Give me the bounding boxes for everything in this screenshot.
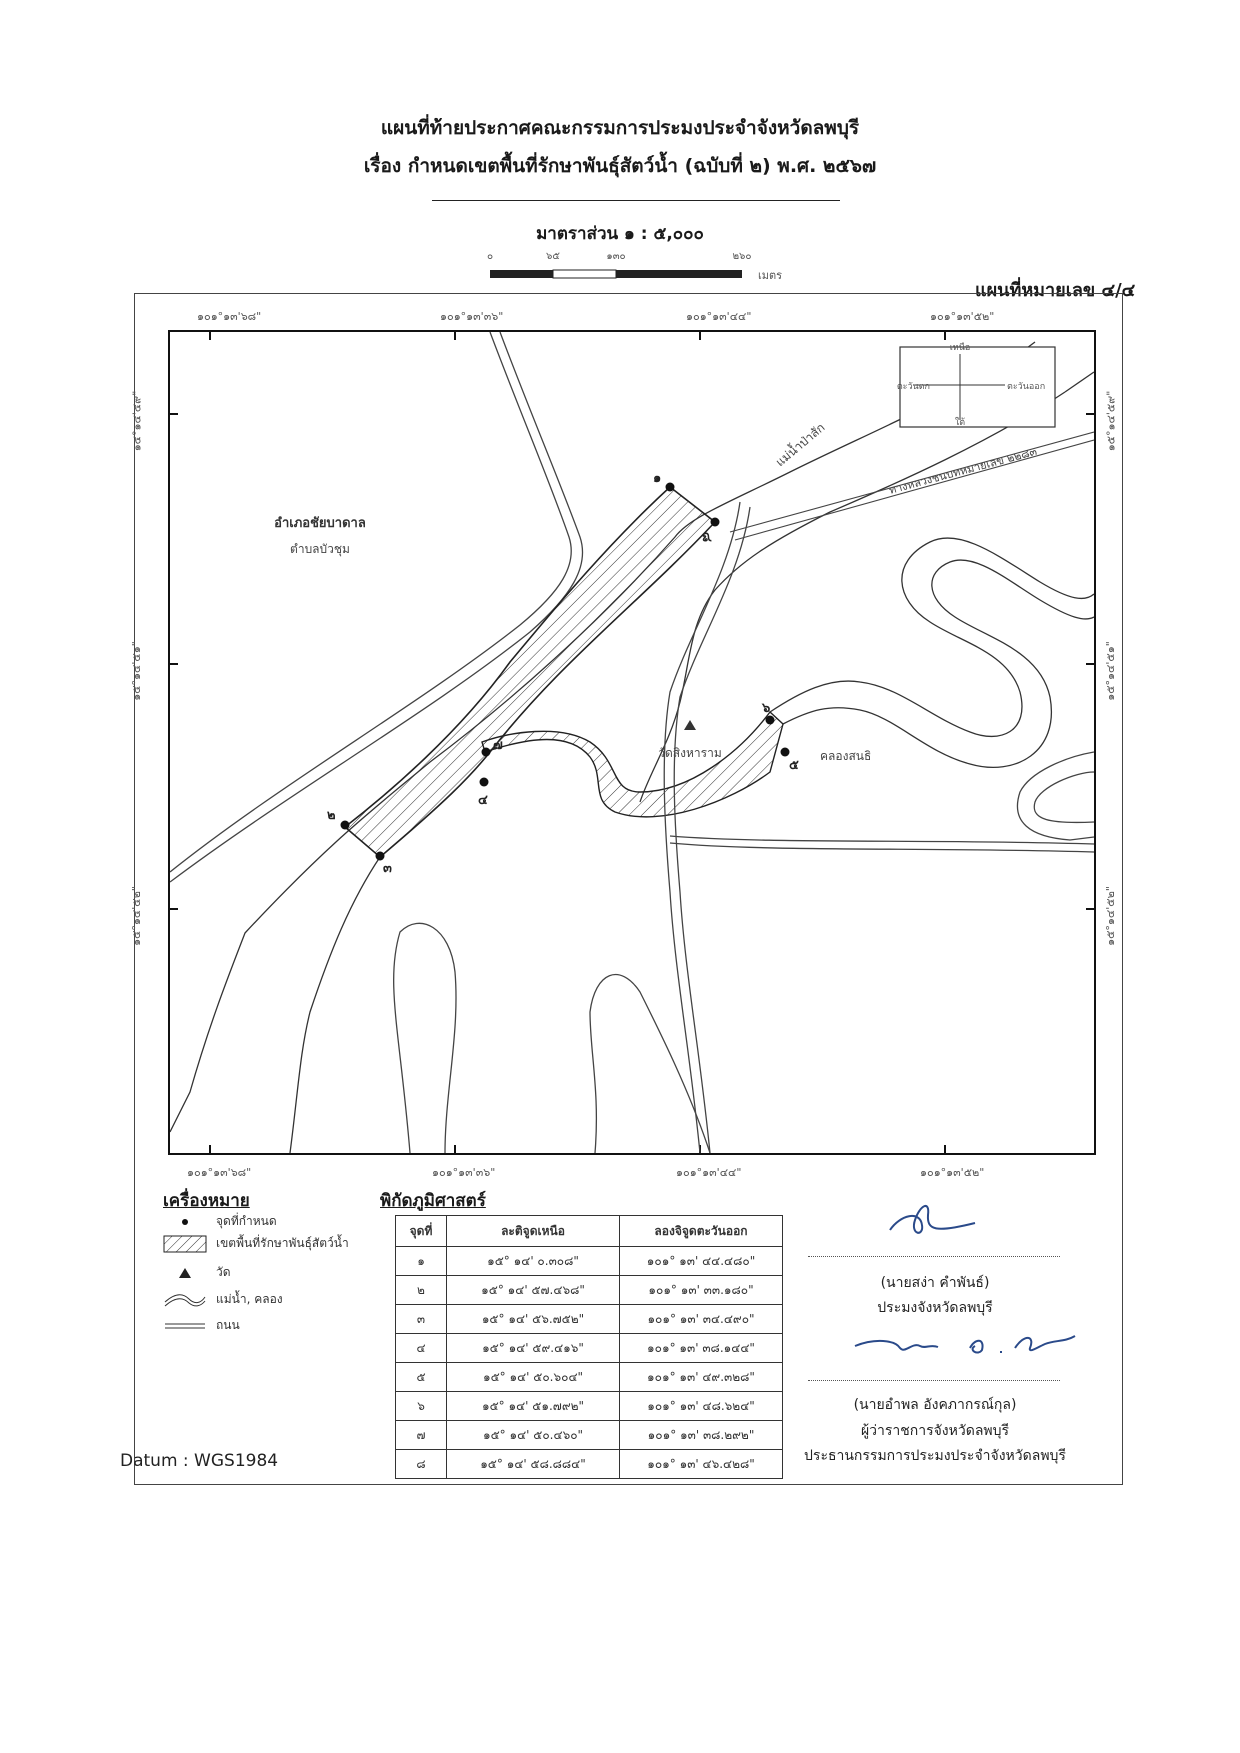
doc-title-line1: แผนที่ท้ายประกาศคณะกรรมการประมงประจำจังหวัดลพบุรี — [380, 117, 860, 139]
table-row — [396, 1305, 783, 1334]
top-tick-4: ๑๐๑°๑๓'๕๒" — [930, 310, 995, 323]
point-label-4: ๔ — [478, 793, 488, 808]
right-tick-3: ๑๕°๑๔'๕๒" — [1103, 886, 1117, 946]
map-canvas — [170, 332, 1094, 1153]
right-tick-1: ๑๕°๑๔'๕๙" — [1104, 390, 1118, 452]
legend-label: จุดที่กำหนด — [216, 1214, 277, 1228]
person2-title1: ผู้ว่าราชการจังหวัดลพบุรี — [860, 1423, 1010, 1439]
point-6 — [766, 716, 775, 725]
point-label-2: ๒ — [327, 808, 336, 823]
table-row — [396, 1334, 783, 1363]
cell-lat: ๑๕° ๑๔' ๕๐.๖๐๔" — [447, 1363, 620, 1392]
doc-title-line2: เรื่อง กำหนดเขตพื้นที่รักษาพันธุ์สัตว์น้ำ (ฉบับที่ ๒) พ.ศ. ๒๕๖๗ — [363, 155, 877, 177]
cell-lat: ๑๕° ๑๔' ๐.๓๐๘" — [447, 1247, 620, 1276]
coord-table — [395, 1215, 783, 1479]
cell-point: ๘ — [396, 1450, 447, 1479]
cell-point: ๑ — [396, 1247, 447, 1276]
left-tick-1: ๑๕°๑๔'๕๙" — [130, 390, 144, 452]
district-label: อำเภอชัยบาดาล — [274, 516, 366, 531]
right-tick-2: ๑๕°๑๔'๕๑" — [1103, 641, 1117, 701]
legend-label: วัด — [216, 1265, 231, 1279]
cell-lon: ๑๐๑° ๑๓' ๓๘.๒๙๒" — [620, 1421, 783, 1450]
temple-label: วัดสิงหาราม — [658, 746, 722, 760]
person2-title2: ประธานกรรมการประมงประจำจังหวัดลพบุรี — [804, 1448, 1066, 1464]
point-label-6: ๖ — [762, 701, 771, 716]
signature-1 — [880, 1195, 980, 1245]
cell-point: ๔ — [396, 1334, 447, 1363]
compass-rose — [897, 342, 1055, 428]
top-tick-2: ๑๐๑°๑๓'๓๖" — [440, 310, 504, 323]
map-scale: มาตราส่วน ๑ : ๕,๐๐๐ — [536, 224, 704, 244]
cell-lon: ๑๐๑° ๑๓' ๔๖.๔๒๘" — [620, 1450, 783, 1479]
point-symbol-icon — [160, 1217, 210, 1227]
person2-name: (นายอำพล อังคภากรณ์กุล) — [853, 1397, 1017, 1413]
scalebar-tick-0: ๐ — [486, 251, 494, 262]
scalebar-tick-2: ๑๓๐ — [606, 251, 626, 262]
hatch-symbol-icon — [160, 1235, 210, 1253]
cell-lat: ๑๕° ๑๔' ๕๗.๔๖๘" — [447, 1276, 620, 1305]
point-label-3: ๓ — [383, 861, 392, 876]
temple-icon — [684, 720, 696, 730]
table-header-row — [396, 1216, 783, 1247]
cell-lat: ๑๕° ๑๔' ๕๖.๗๕๒" — [447, 1305, 620, 1334]
col-point: จุดที่ — [396, 1216, 447, 1247]
bottom-tick-1: ๑๐๑°๑๓'๖๘" — [187, 1166, 252, 1179]
signature-line-1 — [808, 1256, 1060, 1257]
datum-label: Datum : WGS1984 — [120, 1451, 279, 1471]
scalebar-tick-3: ๒๖๐ — [732, 251, 752, 262]
bottom-tick-2: ๑๐๑°๑๓'๓๖" — [432, 1166, 496, 1179]
left-tick-2: ๑๕°๑๔'๕๑" — [129, 641, 143, 701]
point-label-7: ๗ — [493, 738, 503, 753]
signature-line-2 — [808, 1380, 1060, 1381]
compass-east: ตะวันออก — [1007, 382, 1046, 392]
point-label-8: ๘ — [699, 532, 714, 543]
point-4 — [480, 778, 489, 787]
bottom-tick-4: ๑๐๑°๑๓'๕๒" — [920, 1166, 985, 1179]
legend-item-river — [160, 1290, 283, 1309]
person1-title: ประมงจังหวัดลพบุรี — [877, 1300, 993, 1316]
legend-item-zone — [160, 1234, 349, 1253]
legend-item-point — [160, 1212, 277, 1231]
map-panel — [168, 330, 1096, 1155]
col-lon: ลองจิจูดตะวันออก — [620, 1216, 783, 1247]
table-row — [396, 1392, 783, 1421]
cell-lat: ๑๕° ๑๔' ๕๑.๗๙๒" — [447, 1392, 620, 1421]
legend-label: เขตพื้นที่รักษาพันธุ์สัตว์น้ำ — [216, 1236, 349, 1250]
compass-south: ใต้ — [954, 418, 966, 428]
col-lat: ละติจูดเหนือ — [447, 1216, 620, 1247]
cell-lon: ๑๐๑° ๑๓' ๓๔.๔๙๐" — [620, 1305, 783, 1334]
legend-item-temple — [160, 1263, 231, 1282]
temple-symbol-icon — [160, 1267, 210, 1279]
cell-point: ๕ — [396, 1363, 447, 1392]
table-row — [396, 1247, 783, 1276]
point-1 — [666, 483, 675, 492]
table-row — [396, 1276, 783, 1305]
scalebar-tick-1: ๖๕ — [546, 251, 560, 262]
table-row — [396, 1421, 783, 1450]
cell-point: ๒ — [396, 1276, 447, 1305]
protected-zone-canal — [482, 712, 783, 817]
top-tick-3: ๑๐๑°๑๓'๔๔" — [686, 310, 752, 323]
scalebar-unit: เมตร — [758, 269, 783, 282]
point-2 — [341, 821, 350, 830]
cell-lon: ๑๐๑° ๑๓' ๓๘.๑๔๔" — [620, 1334, 783, 1363]
river-label: แม่น้ำป่าสัก — [772, 420, 828, 470]
compass-north: เหนือ — [949, 343, 971, 353]
title-underline — [432, 200, 840, 201]
point-label-1: ๑ — [653, 471, 662, 486]
cell-lon: ๑๐๑° ๑๓' ๔๘.๖๒๔" — [620, 1392, 783, 1421]
sheet-number: แผนที่หมายเลข ๔/๔ — [975, 280, 1136, 301]
left-tick-3: ๑๕°๑๔'๕๒" — [129, 886, 143, 946]
road-symbol-icon — [160, 1321, 210, 1331]
cell-lon: ๑๐๑° ๑๓' ๓๓.๑๘๐" — [620, 1276, 783, 1305]
subdistrict-label: ตำบลบัวชุม — [290, 542, 350, 556]
point-3 — [376, 852, 385, 861]
table-row — [396, 1450, 783, 1479]
point-8 — [711, 518, 720, 527]
coord-table-title: พิกัดภูมิศาสตร์ — [380, 1191, 486, 1211]
signature-2 — [850, 1318, 1090, 1363]
point-label-5: ๕ — [789, 758, 799, 773]
cell-lon: ๑๐๑° ๑๓' ๔๔.๔๘๐" — [620, 1247, 783, 1276]
legend-title: เครื่องหมาย — [163, 1191, 250, 1211]
table-row — [396, 1363, 783, 1392]
bottom-tick-3: ๑๐๑°๑๓'๔๔" — [676, 1166, 742, 1179]
cell-point: ๖ — [396, 1392, 447, 1421]
point-7 — [482, 748, 491, 757]
cell-lon: ๑๐๑° ๑๓' ๔๙.๓๒๘" — [620, 1363, 783, 1392]
canal-label: คลองสนธิ — [820, 749, 872, 763]
legend-label: ถนน — [216, 1318, 240, 1332]
cell-point: ๗ — [396, 1421, 447, 1450]
legend-item-road — [160, 1316, 240, 1335]
legend-label: แม่น้ำ, คลอง — [216, 1292, 283, 1306]
cell-point: ๓ — [396, 1305, 447, 1334]
point-5 — [781, 748, 790, 757]
cell-lat: ๑๕° ๑๔' ๕๘.๘๘๔" — [447, 1450, 620, 1479]
person1-name: (นายสง่า คำพันธ์) — [880, 1275, 990, 1291]
cell-lat: ๑๕° ๑๔' ๕๙.๔๑๖" — [447, 1334, 620, 1363]
scalebar — [480, 248, 810, 286]
cell-lat: ๑๕° ๑๔' ๕๐.๔๖๐" — [447, 1421, 620, 1450]
road-label: ทางหลวงชนบทหมายเลข ๒๒๘๓ — [887, 444, 1039, 497]
compass-west: ตะวันตก — [896, 382, 930, 392]
top-tick-1: ๑๐๑°๑๓'๖๘" — [197, 310, 262, 323]
river-symbol-icon — [160, 1293, 210, 1307]
